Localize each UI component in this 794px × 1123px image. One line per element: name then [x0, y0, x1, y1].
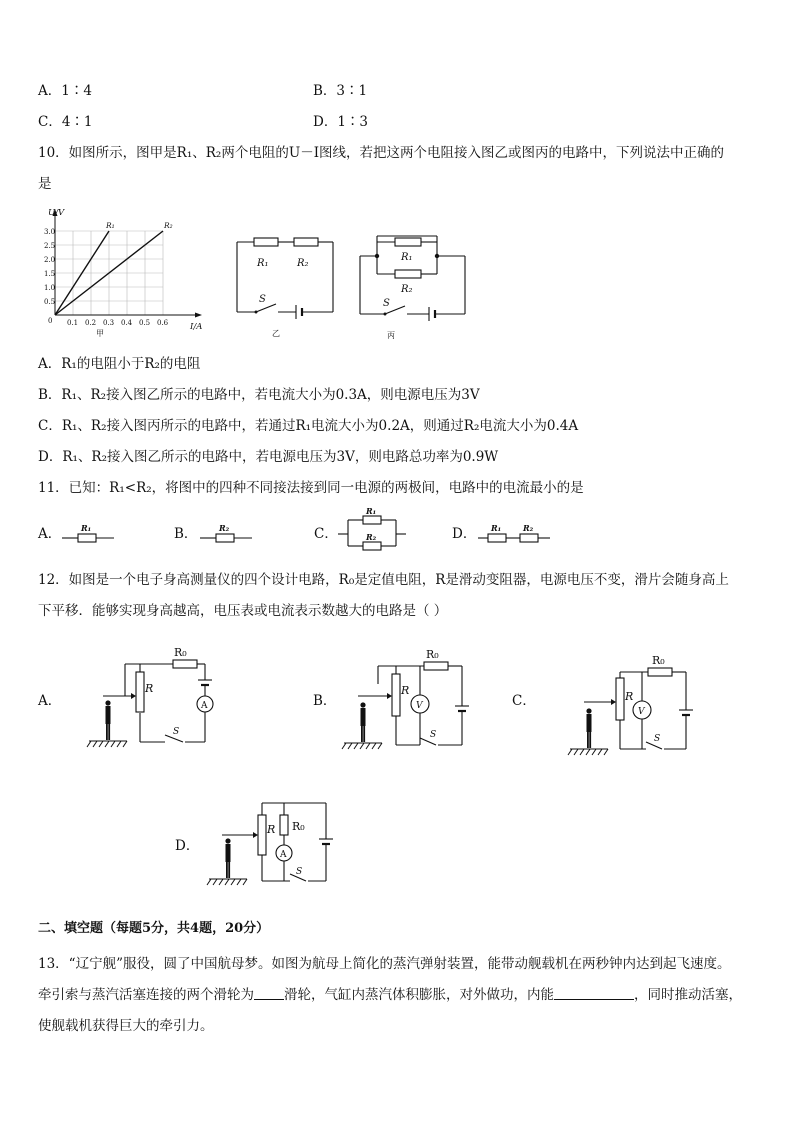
q11-d-r1: R₁ [491, 523, 502, 533]
q12-circuit-d [204, 795, 344, 895]
graph-caption: 甲 [96, 329, 104, 338]
yi-caption: 乙 [272, 329, 280, 338]
bing-resistor-r1 [395, 238, 421, 246]
q10-option-c: C．R₁、R₂接入图丙所示的电路中，若通过R₁电流大小为0.2A，则通过R₂电流大小为0.4A [38, 418, 579, 434]
q11-label-c: C． [314, 526, 338, 542]
q13-blank-1[interactable] [254, 986, 284, 1000]
q9-option-a: A．1∶4 [38, 83, 92, 99]
q11-option-a-diagram [62, 520, 117, 548]
switch-s [256, 304, 276, 312]
r0-resistor [280, 815, 288, 835]
q12-stem-line2: 下平移．能够实现身高越高，电压表或电流表示数越大的电路是（ ） [38, 603, 448, 619]
ytick-0.5: 0.5 [44, 298, 56, 306]
ytick-3.0: 3.0 [44, 228, 56, 236]
q11-label-d: D． [452, 526, 477, 542]
q10-stem-line2: 是 [38, 176, 52, 192]
q12c-s: S [654, 734, 661, 744]
q13-line3: 使舰载机获得巨大的牵引力。 [38, 1018, 214, 1034]
origin-label: 0 [48, 317, 53, 325]
q12-label-b: B． [313, 693, 337, 709]
r2-line-label: R₂ [164, 221, 173, 230]
ytick-1.0: 1.0 [44, 284, 56, 292]
q11-c-r2: R₂ [366, 532, 377, 542]
q9-option-d: D．1∶3 [313, 114, 369, 130]
q12-label-c: C． [512, 693, 536, 709]
q13-line2-part-c: ，同时推动活塞， [634, 987, 742, 1003]
q12b-r0: R₀ [426, 648, 439, 661]
r0-resistor [648, 668, 672, 676]
q12a-ammeter-label: A [201, 701, 208, 711]
resistor-r2 [294, 238, 318, 246]
q11-label-a: A． [38, 526, 62, 542]
xtick-0.6: 0.6 [157, 319, 169, 327]
ytick-2.5: 2.5 [44, 242, 56, 250]
xtick-0.2: 0.2 [85, 319, 97, 327]
q10-option-a: A．R₁的电阻小于R₂的电阻 [38, 356, 201, 372]
bing-switch-label: S [383, 298, 390, 309]
q12d-s: S [296, 867, 303, 877]
q10-circuit-yi [232, 232, 342, 342]
rheostat-r [616, 678, 624, 720]
q12a-r: R [145, 682, 154, 695]
q11-b-r2: R₂ [219, 523, 230, 533]
q13-line2-part-b: 滑轮，气缸内蒸汽体积膨胀，对外做功，内能 [284, 987, 554, 1003]
q11-option-c-diagram [338, 508, 408, 556]
resistor-r1 [254, 238, 278, 246]
graph-xlabel: I/A [190, 322, 203, 332]
yi-switch-label: S [259, 294, 266, 305]
ytick-2.0: 2.0 [44, 256, 56, 264]
section2-heading: 二、填空题（每题5分，共4题，20分） [38, 921, 270, 936]
q12-circuit-a [85, 642, 225, 754]
xtick-0.1: 0.1 [67, 319, 79, 327]
q9-option-b: B．3∶1 [313, 83, 368, 99]
r0-resistor [173, 660, 197, 668]
q12-label-a: A． [38, 693, 62, 709]
q11-label-b: B． [174, 526, 198, 542]
q10-stem-line1: 10．如图所示，图甲是R₁、R₂两个电阻的U－I图线，若把这两个电阻接入图乙或图丙的电路中，下列说法中正确的 [38, 145, 725, 161]
q12a-s: S [173, 727, 180, 737]
q10-circuit-bing [357, 230, 472, 342]
r1-line-label: R₁ [106, 221, 115, 230]
q12c-r0: R₀ [652, 654, 665, 667]
q12d-ammeter-label: A [280, 850, 287, 860]
q10-option-b: B．R₁、R₂接入图乙所示的电路中，若电流大小为0.3A，则电源电压为3V [38, 387, 480, 403]
q13-line2-part-a: 牵引索与蒸汽活塞连接的两个滑轮为 [38, 987, 254, 1003]
rheostat-r [258, 815, 266, 855]
q12b-r: R [401, 684, 410, 697]
graph-ylabel: U/V [48, 208, 65, 218]
bing-resistor-r2 [395, 270, 421, 278]
bing-r2-label: R₂ [401, 284, 413, 295]
rheostat-r [392, 674, 400, 716]
ytick-1.5: 1.5 [44, 270, 56, 278]
q11-a-r1: R₁ [81, 523, 92, 533]
q11-option-b-diagram [200, 520, 255, 548]
q12-circuit-c [562, 648, 702, 760]
q13-line1: 13．“辽宁舰”服役，圆了中国航母梦。如图为航母上简化的蒸汽弹射装置，能带动舰载机在两秒钟内达到起飞速度。 [38, 956, 731, 972]
q12b-voltmeter-label: V [416, 701, 423, 711]
q12-circuit-b [340, 644, 480, 756]
xtick-0.3: 0.3 [103, 319, 115, 327]
person-figure [586, 708, 591, 748]
yi-r1-label: R₁ [257, 258, 269, 269]
q12c-r: R [625, 690, 634, 703]
q10-ui-graph [30, 203, 220, 338]
q12-stem-line1: 12．如图是一个电子身高测量仪的四个设计电路，R₀是定值电阻，R是滑动变阻器，电源电压不变，滑片会随身高上 [38, 572, 729, 588]
person-figure [225, 838, 230, 878]
q11-c-r1: R₁ [366, 506, 377, 516]
yi-r2-label: R₂ [297, 258, 309, 269]
q12-label-d: D． [175, 838, 200, 854]
xtick-0.5: 0.5 [139, 319, 151, 327]
q11-d-r2: R₂ [523, 523, 534, 533]
q12c-voltmeter-label: V [638, 707, 645, 717]
q12b-s: S [430, 730, 437, 740]
q13-blank-2[interactable] [554, 986, 634, 1000]
q12d-r: R [267, 823, 276, 836]
q11-option-d-diagram [478, 520, 553, 548]
q11-stem: 11．已知：R₁<R₂，将图中的四种不同接法接到同一电源的两极间，电路中的电流最小的是 [38, 480, 584, 496]
bing-r1-label: R₁ [401, 252, 413, 263]
r0-resistor [424, 662, 448, 670]
xtick-0.4: 0.4 [121, 319, 133, 327]
q10-option-d: D．R₁、R₂接入图乙所示的电路中，若电源电压为3V，则电路总功率为0.9W [38, 449, 499, 465]
person-figure [360, 702, 365, 742]
person-figure [105, 700, 110, 740]
q13-line2 [38, 986, 742, 1004]
q9-option-c: C．4∶1 [38, 114, 93, 130]
rheostat-r [136, 672, 144, 712]
bing-caption: 丙 [387, 331, 395, 340]
q12a-r0: R₀ [174, 646, 187, 659]
q12d-r0: R₀ [292, 820, 305, 833]
